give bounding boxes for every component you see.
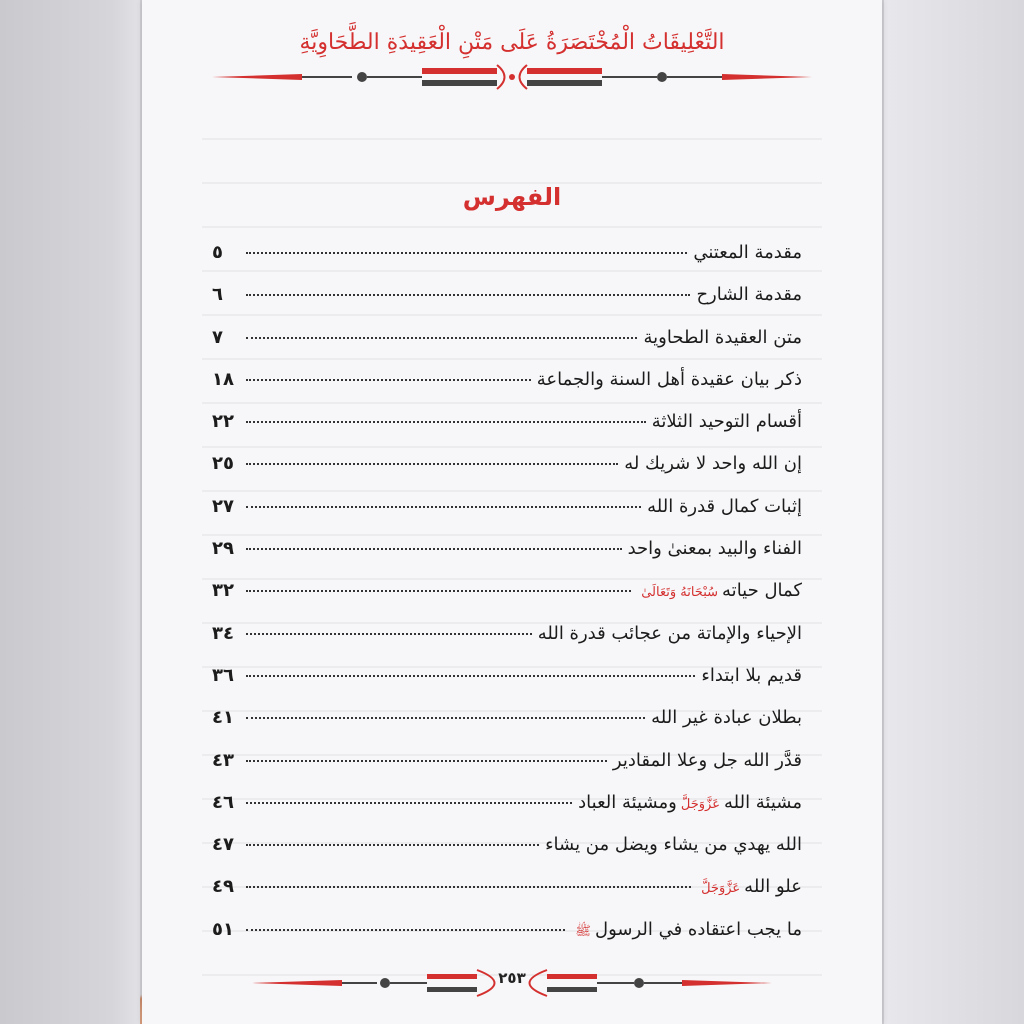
toc-entry [212,792,802,834]
toc-entry-page: ٢٢ [212,411,234,433]
toc-entry [212,876,802,918]
toc-entry-label: قديم بلا ابتداء [701,664,802,686]
toc-entry [212,665,802,707]
toc-entry-label: مقدمة المعتني [693,242,802,263]
running-header: التَّعْلِيقَاتُ الْمُخْتَصَرَةُ عَلَى مَتْنِ الْعَقِيدَةِ الطَّحَاوِيَّةِ [299,30,725,55]
toc-entry-label: مقدمة الشارح [696,284,802,306]
toc-entry-label-continued: ومشيئة العباد [578,791,677,813]
toc-entry-page: ٤٦ [212,791,234,813]
toc-entry [212,834,802,876]
toc-entry [212,623,802,665]
toc-entry-page: ٤٣ [212,749,234,771]
toc-entry-page: ٤٧ [212,834,234,856]
dot-leader [246,337,637,339]
toc-entry-label: بطلان عبادة غير الله [651,707,802,729]
toc-entry [212,750,802,792]
honorific-calligraphy: عَزَّوَجَلَّ [701,881,741,897]
toc-entry-label: ذكر بيان عقيدة أهل السنة والجماعة [536,368,802,390]
toc-entry [212,327,802,369]
toc-entry-label: إثبات كمال قدرة الله [647,495,802,517]
toc-entry-page: ٣٦ [212,664,234,686]
toc-entry-page: ٥ [212,242,223,263]
toc-entry-label: كمال حياته [722,580,802,602]
toc-entry-page: ٣٤ [212,622,234,644]
book-page [142,0,882,1024]
background-left [0,0,140,1024]
dot-leader [246,760,607,762]
dot-leader [246,844,539,846]
honorific-calligraphy: سُبْحَانَهُ وَتَعَالَىٰ [641,585,719,601]
dot-leader [246,294,690,296]
toc-entry [212,707,802,749]
honorific-calligraphy: عَزَّوَجَلَّ [680,796,720,812]
dot-leader [246,379,531,381]
toc-entry-page: ٢٩ [212,538,234,560]
toc-entry [212,284,802,326]
dot-leader [246,633,532,635]
toc-entry-label: قدَّر الله جل وعلا المقادير [612,749,802,771]
dot-leader [246,421,646,423]
toc-entry-page: ٦ [212,284,223,306]
toc-entry-page: ٣٢ [212,580,234,602]
dot-leader [246,886,691,888]
toc-entry-label: الفناء والبيد بمعنىٰ واحد [627,538,802,560]
toc-entry-label: ما يجب اعتقاده في الرسول [594,918,802,940]
honorific-calligraphy: ﷺ [575,923,591,939]
toc-entry [212,496,802,538]
toc-entry [212,369,802,411]
toc-entry [212,242,802,284]
toc-entry-label: إن الله واحد لا شريك له [624,453,802,475]
toc-entry [212,919,802,961]
toc-entry-label: متن العقيدة الطحاوية [643,326,802,348]
toc-entry-page: ٧ [212,326,223,348]
dot-leader [246,252,687,254]
dot-leader [246,590,631,592]
header-ornament [142,62,882,92]
background-right [884,0,1024,1024]
toc-entry-page: ١٨ [212,368,234,390]
dot-leader [246,548,622,550]
toc-list [212,242,802,961]
toc-entry [212,411,802,453]
page-number: ٢٥٣ [498,969,526,987]
toc-entry-label: الله يهدي من يشاء ويضل من يشاء [545,834,802,856]
dot-leader [246,463,618,465]
toc-entry-page: ٤١ [212,707,234,729]
toc-entry [212,580,802,622]
dot-leader [246,506,641,508]
toc-entry [212,453,802,495]
dot-leader [246,675,695,677]
dot-leader [246,929,565,931]
toc-entry-page: ٢٥ [212,453,234,475]
toc-entry-page: ٢٧ [212,495,234,517]
toc-entry [212,538,802,580]
toc-entry-label: علو الله [744,876,802,898]
toc-entry-page: ٤٩ [212,876,234,898]
dot-leader [246,717,645,719]
toc-entry-label: مشيئة الله [723,791,802,813]
toc-entry-label: أقسام التوحيد الثلاثة [651,411,802,433]
toc-entry-page: ٥١ [212,918,234,940]
toc-entry-label: الإحياء والإماتة من عجائب قدرة الله [537,622,802,644]
toc-title: الفهرس [462,183,562,211]
dot-leader [246,802,572,804]
